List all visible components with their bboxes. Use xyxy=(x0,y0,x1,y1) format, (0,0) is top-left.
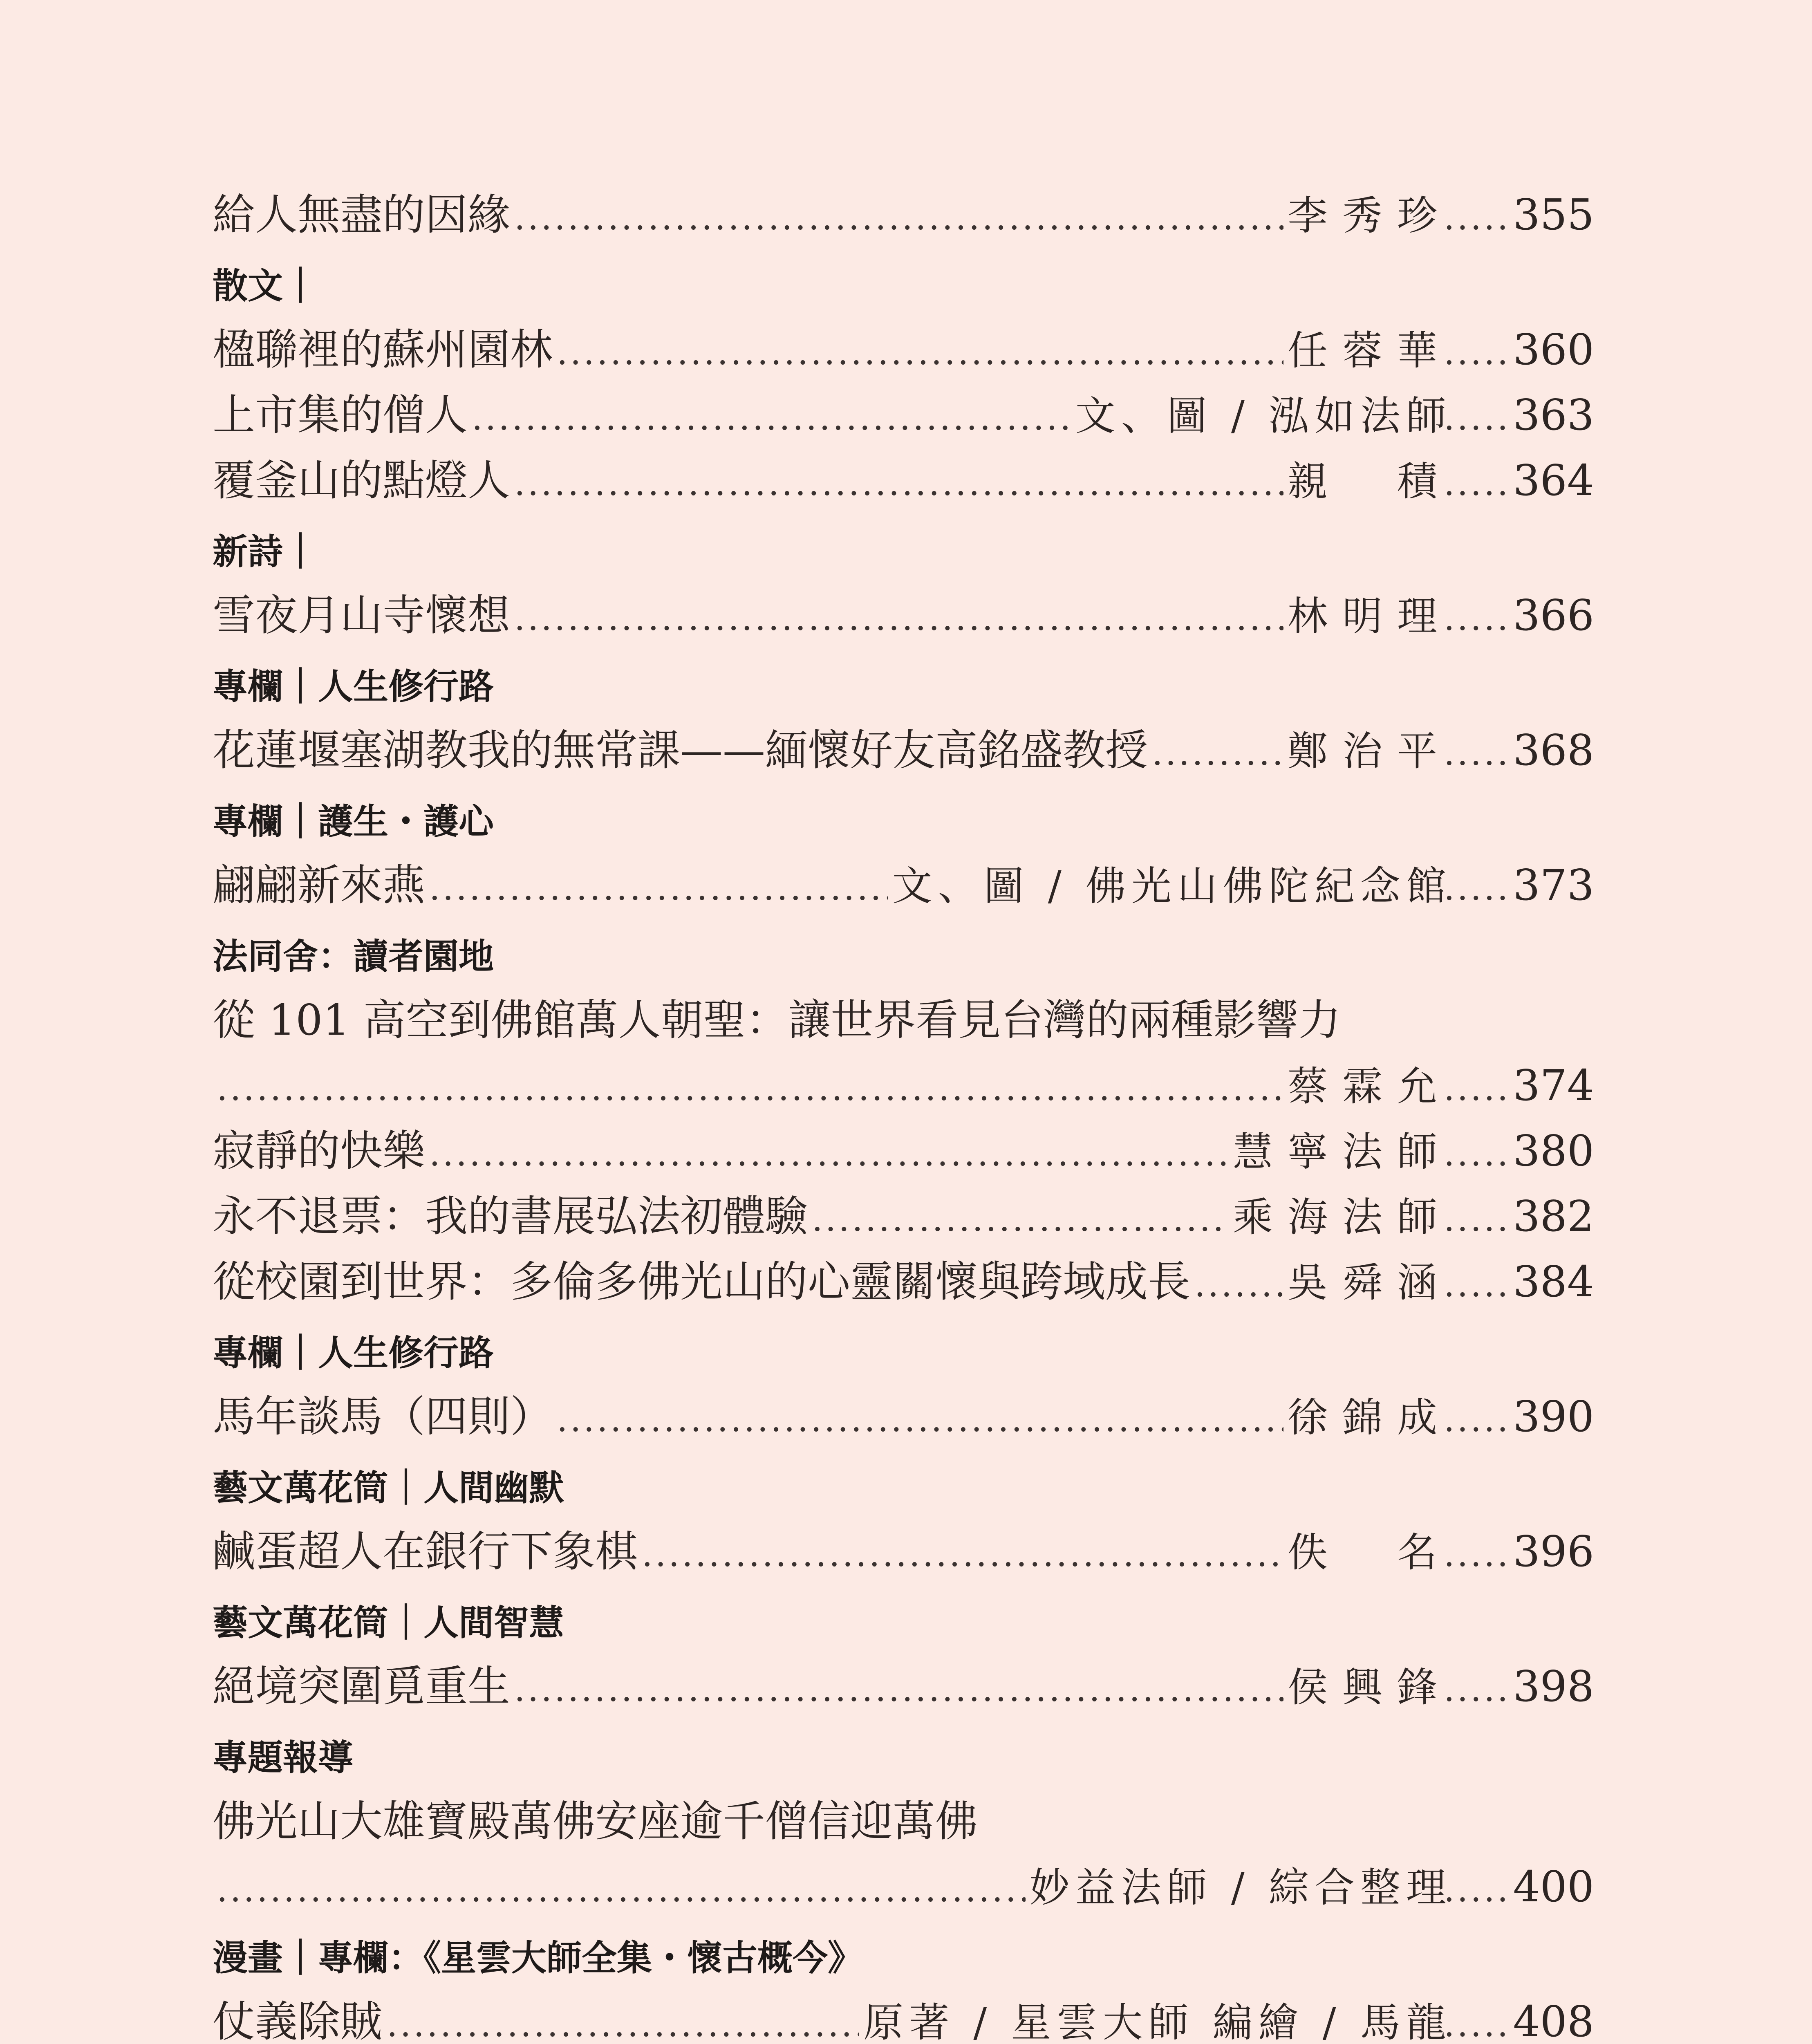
entry-author: 林明理 xyxy=(1287,593,1452,640)
page-number: 373 xyxy=(1513,860,1594,910)
page-number: 366 xyxy=(1513,590,1594,640)
page-leader: ..... xyxy=(1443,598,1511,638)
entry-title: 給人無盡的因緣 xyxy=(213,190,511,240)
toc-entry[interactable] xyxy=(213,1384,1594,1449)
entry-author: 乘海法師 xyxy=(1232,1194,1452,1241)
page-number: 408 xyxy=(1513,1997,1594,2044)
section-heading: 藝文萬花筒｜人間幽默 xyxy=(213,1468,564,1508)
toc-entry[interactable] xyxy=(213,583,1594,648)
dot-leader xyxy=(429,852,888,921)
dot-leader xyxy=(812,1183,1229,1252)
dot-leader xyxy=(472,382,1071,450)
entry-title: 上市集的僧人 xyxy=(213,390,468,440)
entry-author: 蔡霖允 xyxy=(1287,1063,1452,1110)
page-leader: ..... xyxy=(1443,332,1511,372)
toc-entry[interactable] xyxy=(213,852,1594,918)
entry-title: 翩翩新來燕 xyxy=(213,860,426,910)
page-number: 390 xyxy=(1513,1392,1594,1441)
page-number: 374 xyxy=(1513,1060,1594,1110)
page-leader: ..... xyxy=(1443,2004,1511,2044)
toc-entry[interactable] xyxy=(213,1053,1594,1118)
page-leader: ..... xyxy=(1443,1264,1511,1304)
section-heading: 專題報導 xyxy=(213,1737,353,1778)
section-heading: 藝文萬花筒｜人間智慧 xyxy=(213,1602,564,1643)
page-leader: ..... xyxy=(1443,398,1511,438)
page-number: 368 xyxy=(1513,725,1594,775)
page-leader: ..... xyxy=(1443,1534,1511,1574)
section-heading: 漫畫｜專欄：《星雲大師全集・懷古概今》 xyxy=(213,1938,863,1979)
toc-entry-title xyxy=(213,987,1594,1053)
toc-entry-title xyxy=(213,1788,1594,1854)
page-number: 398 xyxy=(1513,1661,1594,1711)
section-heading: 專欄｜護生・護心 xyxy=(213,801,494,842)
section-heading: 專欄｜人生修行路 xyxy=(213,666,494,707)
entry-title: 從校園到世界：多倫多佛光山的心靈關懷與跨域成長 xyxy=(213,1257,1191,1307)
entry-author: 侯興鋒 xyxy=(1287,1664,1452,1711)
page-number: 355 xyxy=(1513,190,1594,240)
toc-entry[interactable] xyxy=(213,382,1594,448)
page-number: 396 xyxy=(1513,1526,1594,1576)
dot-leader xyxy=(514,583,1283,651)
page-leader: ..... xyxy=(1443,733,1511,773)
entry-author: 吳舜涵 xyxy=(1287,1260,1452,1306)
toc-entry[interactable] xyxy=(213,717,1594,783)
entry-title: 雪夜月山寺懷想 xyxy=(213,590,511,640)
toc-entry[interactable] xyxy=(213,182,1594,247)
entry-title: 從 101 高空到佛館萬人朝聖：讓世界看見台灣的兩種影響力 xyxy=(213,995,1341,1045)
page-number: 364 xyxy=(1513,455,1594,505)
page-leader: ..... xyxy=(1443,1134,1511,1174)
toc-entry[interactable] xyxy=(213,1654,1594,1719)
page-number: 400 xyxy=(1513,1862,1594,1912)
dot-leader xyxy=(1152,717,1283,786)
page-leader: ..... xyxy=(1443,1399,1511,1439)
dot-leader xyxy=(514,1654,1283,1722)
dot-leader xyxy=(217,1053,1283,1121)
page-leader: ..... xyxy=(1443,868,1511,908)
toc-entry[interactable] xyxy=(213,1249,1594,1314)
dot-leader xyxy=(557,317,1283,385)
entry-author: 原著 / 星雲大師 編繪 / 馬龍 xyxy=(863,1999,1452,2044)
page-number: 363 xyxy=(1513,390,1594,440)
page-leader: ..... xyxy=(1443,463,1511,503)
entry-title: 花蓮堰塞湖教我的無常課——緬懷好友高銘盛教授 xyxy=(213,725,1148,775)
table-of-contents xyxy=(213,182,1594,2044)
entry-title: 絕境突圍覓重生 xyxy=(213,1661,511,1711)
entry-author: 任蓉華 xyxy=(1287,327,1452,374)
entry-title: 覆釜山的點燈人 xyxy=(213,455,511,505)
toc-entry[interactable] xyxy=(213,1854,1594,1919)
entry-author: 鄭治平 xyxy=(1287,728,1452,775)
page-leader: ..... xyxy=(1443,1669,1511,1709)
dot-leader xyxy=(387,1989,859,2044)
entry-author: 文、圖 / 佛光山佛陀紀念館 xyxy=(892,863,1452,910)
toc-entry[interactable] xyxy=(213,448,1594,513)
section-heading: 散文｜ xyxy=(213,266,318,307)
page-leader: ..... xyxy=(1443,1869,1511,1910)
dot-leader xyxy=(642,1519,1283,1587)
entry-author: 親 積 xyxy=(1287,458,1452,505)
dot-leader xyxy=(514,182,1283,250)
entry-author: 徐錦成 xyxy=(1287,1394,1452,1441)
toc-entry[interactable] xyxy=(213,1183,1594,1249)
entry-title: 永不退票：我的書展弘法初體驗 xyxy=(213,1191,808,1241)
section-heading: 專欄｜人生修行路 xyxy=(213,1333,494,1374)
page-number: 384 xyxy=(1513,1257,1594,1307)
page-number: 382 xyxy=(1513,1191,1594,1241)
page-number: 380 xyxy=(1513,1126,1594,1176)
section-heading: 新詩｜ xyxy=(213,531,318,572)
entry-title: 仗義除賊 xyxy=(213,1997,383,2044)
entry-author: 慧寧法師 xyxy=(1232,1129,1452,1175)
toc-entry[interactable] xyxy=(213,317,1594,382)
toc-entry[interactable] xyxy=(213,1989,1594,2044)
section-heading: 法同舍：讀者園地 xyxy=(213,936,494,977)
entry-author: 佚 名 xyxy=(1287,1529,1452,1576)
dot-leader xyxy=(217,1854,1026,1922)
entry-title: 馬年談馬（四則） xyxy=(213,1392,553,1441)
toc-entry[interactable] xyxy=(213,1118,1594,1183)
page-leader: ..... xyxy=(1443,1068,1511,1108)
dot-leader xyxy=(514,448,1283,516)
entry-author: 文、圖 / 泓如法師 xyxy=(1075,393,1452,439)
entry-title: 佛光山大雄寶殿萬佛安座逾千僧信迎萬佛 xyxy=(213,1796,978,1846)
entry-author: 妙益法師 / 綜合整理 xyxy=(1029,1865,1452,1911)
toc-entry[interactable] xyxy=(213,1519,1594,1584)
page-leader: ..... xyxy=(1443,1199,1511,1239)
entry-title: 鹹蛋超人在銀行下象棋 xyxy=(213,1526,638,1576)
entry-title: 楹聯裡的蘇州園林 xyxy=(213,325,553,374)
page-number: 360 xyxy=(1513,325,1594,374)
entry-author: 李秀珍 xyxy=(1287,193,1452,239)
dot-leader xyxy=(557,1384,1283,1452)
page-leader: ..... xyxy=(1443,197,1511,238)
entry-title: 寂靜的快樂 xyxy=(213,1126,426,1176)
dot-leader xyxy=(1194,1249,1283,1317)
dot-leader xyxy=(429,1118,1229,1186)
